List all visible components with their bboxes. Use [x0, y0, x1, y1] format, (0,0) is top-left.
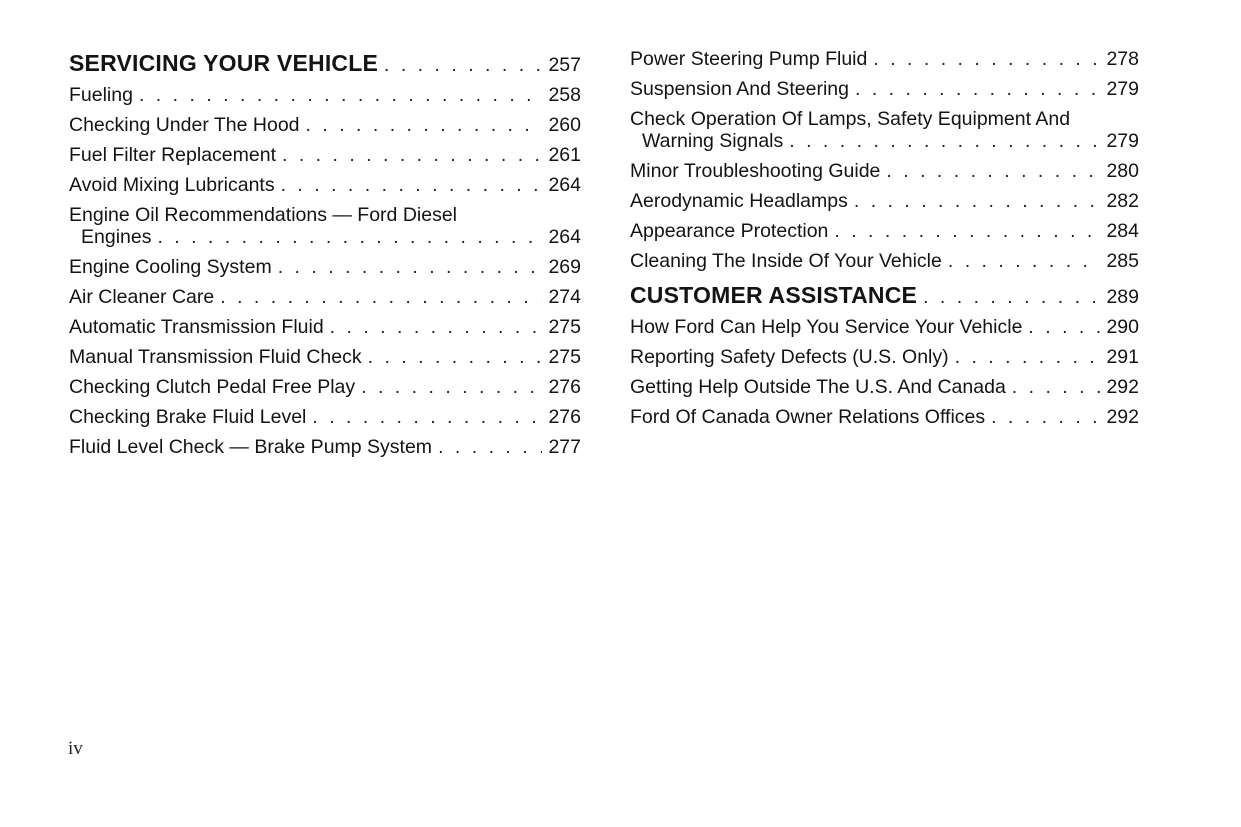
entry-title: Reporting Safety Defects (U.S. Only) — [630, 346, 949, 368]
toc-entry — [630, 160, 1139, 182]
entry-title: Aerodynamic Headlamps — [630, 190, 848, 212]
entry-title: Fueling — [69, 84, 133, 106]
page-number: 292 — [1106, 406, 1139, 428]
entry-title: Fluid Level Check — Brake Pump System — [69, 436, 433, 458]
page-number: 282 — [1106, 190, 1139, 212]
dot-leader — [789, 130, 1100, 152]
toc-entry — [630, 346, 1139, 368]
dot-leader — [306, 114, 543, 136]
entry-title: Engine Cooling System — [69, 256, 272, 278]
page-number: 274 — [548, 286, 581, 308]
dot-leader — [873, 48, 1100, 70]
section-heading-customer-assistance — [630, 280, 1139, 312]
entry-title: Engine Oil Recommendations — Ford Diesel — [69, 204, 458, 226]
page-number: 279 — [1106, 78, 1139, 100]
toc-entry — [69, 114, 581, 136]
page-folio: iv — [68, 738, 83, 759]
toc-left-column — [69, 48, 581, 466]
section-heading-title: CUSTOMER ASSISTANCE — [630, 282, 918, 308]
entry-title: Air Cleaner Care — [69, 286, 215, 308]
dot-leader — [886, 160, 1100, 182]
page-number: 280 — [1106, 160, 1139, 182]
entry-title: Check Operation Of Lamps, Safety Equipment And — [630, 108, 1071, 130]
toc-entry — [630, 406, 1139, 428]
dot-leader — [361, 376, 542, 398]
section-heading-title: SERVICING YOUR VEHICLE — [69, 50, 379, 76]
toc-entry — [630, 250, 1139, 272]
entry-title: Avoid Mixing Lubricants — [69, 174, 275, 196]
dot-leader — [281, 174, 543, 196]
entry-title: How Ford Can Help You Service Your Vehicle — [630, 316, 1023, 338]
dot-leader — [923, 282, 1100, 312]
toc-entry — [69, 286, 581, 308]
entry-title-continued: Engines — [81, 226, 152, 248]
dot-leader — [330, 316, 543, 338]
toc-entry — [69, 174, 581, 196]
toc-entry — [69, 376, 581, 398]
toc-entry — [630, 190, 1139, 212]
dot-leader — [438, 436, 542, 458]
toc-entry — [69, 436, 581, 458]
page-number: 257 — [548, 54, 581, 76]
entry-title: Minor Troubleshooting Guide — [630, 160, 881, 182]
toc-entry — [69, 406, 581, 428]
entry-title: Power Steering Pump Fluid — [630, 48, 868, 70]
dot-leader — [855, 78, 1100, 100]
toc-entry — [69, 316, 581, 338]
page-number: 284 — [1106, 220, 1139, 242]
dot-leader — [157, 226, 542, 248]
entry-title: Getting Help Outside The U.S. And Canada — [630, 376, 1006, 398]
dot-leader — [139, 84, 542, 106]
entry-title: Ford Of Canada Owner Relations Offices — [630, 406, 986, 428]
page-number: 285 — [1106, 250, 1139, 272]
page-number: 260 — [548, 114, 581, 136]
dot-leader — [955, 346, 1101, 368]
toc-entry-multiline — [69, 204, 581, 248]
entry-title: Checking Under The Hood — [69, 114, 300, 136]
page-number: 291 — [1106, 346, 1139, 368]
dot-leader — [384, 50, 542, 80]
dot-leader — [278, 256, 543, 278]
page-number: 261 — [548, 144, 581, 166]
page-number: 279 — [1106, 130, 1139, 152]
page-number: 289 — [1106, 286, 1139, 308]
toc-entry — [630, 316, 1139, 338]
page-number: 292 — [1106, 376, 1139, 398]
toc-entry — [69, 346, 581, 368]
toc-entry-continuation — [69, 226, 581, 248]
toc-entry — [69, 84, 581, 106]
dot-leader — [1028, 316, 1100, 338]
page-number: 258 — [548, 84, 581, 106]
toc-entry — [630, 376, 1139, 398]
entry-title: Cleaning The Inside Of Your Vehicle — [630, 250, 942, 272]
dot-leader — [834, 220, 1100, 242]
dot-leader — [1012, 376, 1101, 398]
toc-entry — [69, 144, 581, 166]
section-heading-servicing — [69, 48, 581, 80]
entry-title: Automatic Transmission Fluid — [69, 316, 324, 338]
page-number: 278 — [1106, 48, 1139, 70]
toc-entry — [630, 78, 1139, 100]
dot-leader — [948, 250, 1101, 272]
page-number: 275 — [548, 316, 581, 338]
entry-title: Checking Clutch Pedal Free Play — [69, 376, 356, 398]
page-number: 275 — [548, 346, 581, 368]
entry-title: Checking Brake Fluid Level — [69, 406, 307, 428]
page-number: 264 — [548, 174, 581, 196]
toc-right-column — [630, 48, 1139, 436]
page-number: 276 — [548, 376, 581, 398]
entry-title-continued: Warning Signals — [642, 130, 784, 152]
entry-title: Fuel Filter Replacement — [69, 144, 276, 166]
toc-entry-multiline — [630, 108, 1139, 152]
page-number: 269 — [548, 256, 581, 278]
page-number: 290 — [1106, 316, 1139, 338]
page-number: 277 — [548, 436, 581, 458]
entry-title: Appearance Protection — [630, 220, 829, 242]
toc-entry — [630, 220, 1139, 242]
entry-title: Suspension And Steering — [630, 78, 849, 100]
dot-leader — [312, 406, 542, 428]
page-number: 276 — [548, 406, 581, 428]
page-number: 264 — [548, 226, 581, 248]
entry-title: Manual Transmission Fluid Check — [69, 346, 362, 368]
dot-leader — [282, 144, 542, 166]
dot-leader — [368, 346, 543, 368]
toc-entry — [630, 48, 1139, 70]
dot-leader — [991, 406, 1100, 428]
dot-leader — [220, 286, 542, 308]
toc-entry — [69, 256, 581, 278]
toc-entry-continuation — [630, 130, 1139, 152]
dot-leader — [854, 190, 1101, 212]
